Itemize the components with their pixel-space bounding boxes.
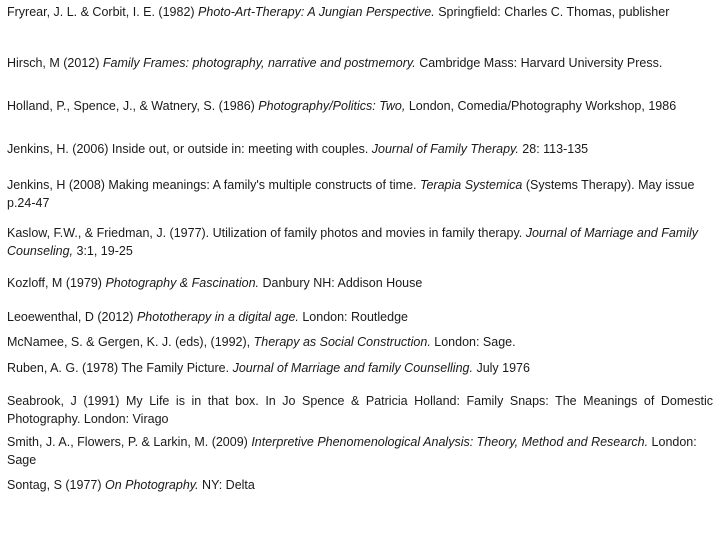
reference-text: July 1976 [472,361,530,375]
reference-text: Sontag, S (1977) [7,478,105,492]
reference-text: 3:1, 19-25 [73,244,133,258]
reference-title: Terapia Systemica [419,178,523,192]
reference-entry [7,3,713,21]
reference-entry [7,433,713,469]
reference-entry [7,140,713,158]
reference-text: London: Sage. [430,335,516,349]
reference-text: Smith, J. A., Flowers, P. & Larkin, M. (2009) [7,435,252,449]
reference-entry [7,476,713,494]
reference-text: Seabrook, J (1991) My Life is in that box. In Jo Spence & Patricia Holland: Family Snaps: The Meanings of Domestic Photography. London: Virago [7,394,713,426]
reference-text: Jenkins, H. (2006) Inside out, or outside in: meeting with couples. [7,142,372,156]
reference-text: London, Comedia/Photography Workshop, 1986 [405,99,677,113]
reference-title: Interpretive Phenomenological Analysis: Theory, Method and Research. [251,435,649,449]
reference-entry [7,308,713,326]
reference-text: Hirsch, M (2012) [7,56,103,70]
reference-text: 28: 113-135 [518,142,589,156]
reference-title: Therapy as Social Construction. [253,335,431,349]
reference-text: Ruben, A. G. (1978) The Family Picture. [7,361,233,375]
reference-title: Photo-Art-Therapy: A Jungian Perspective. [198,5,435,19]
reference-text: NY: Delta [198,478,255,492]
reference-text: (Systems Therapy). May issue p.24-47 [7,178,695,210]
reference-title: Family Frames: photography, narrative and postmemory. [102,56,416,70]
reference-title: Journal of Family Therapy. [371,142,519,156]
reference-entry [7,54,713,72]
reference-title: Photography & Fascination. [105,276,260,290]
reference-text: Danbury NH: Addison House [259,276,423,290]
reference-text: Kaslow, F.W., & Friedman, J. (1977). Utilization of family photos and movies in family therapy. [7,226,526,240]
reference-title: Journal of Marriage and Family Counseling, [7,226,699,258]
reference-text: Kozloff, M (1979) [7,276,106,290]
reference-title: Photography/Politics: Two, [258,99,406,113]
reference-text: Holland, P., Spence, J., & Watnery, S. (1986) [7,99,259,113]
reference-text: London: Routledge [298,310,408,324]
reference-entry [7,333,713,351]
reference-text: London: Sage [7,435,697,467]
reference-title: Phototherapy in a digital age. [136,310,299,324]
reference-entry [7,224,713,260]
reference-text: Jenkins, H (2008) Making meanings: A family's multiple constructs of time. [7,178,420,192]
reference-text: Fryrear, J. L. & Corbit, I. E. (1982) [7,5,199,19]
reference-title: Journal of Marriage and family Counselling. [232,361,473,375]
reference-entry [7,359,713,377]
reference-text: Cambridge Mass: Harvard University Press. [415,56,663,70]
reference-entry [7,274,713,292]
reference-entry [7,176,713,212]
reference-text: Leoewenthal, D (2012) [7,310,137,324]
reference-text: McNamee, S. & Gergen, K. J. (eds), (1992), [7,335,254,349]
reference-entry [7,392,713,428]
reference-entry [7,97,713,115]
reference-title: On Photography. [104,478,199,492]
reference-text: Springfield: Charles C. Thomas, publisher [434,5,670,19]
